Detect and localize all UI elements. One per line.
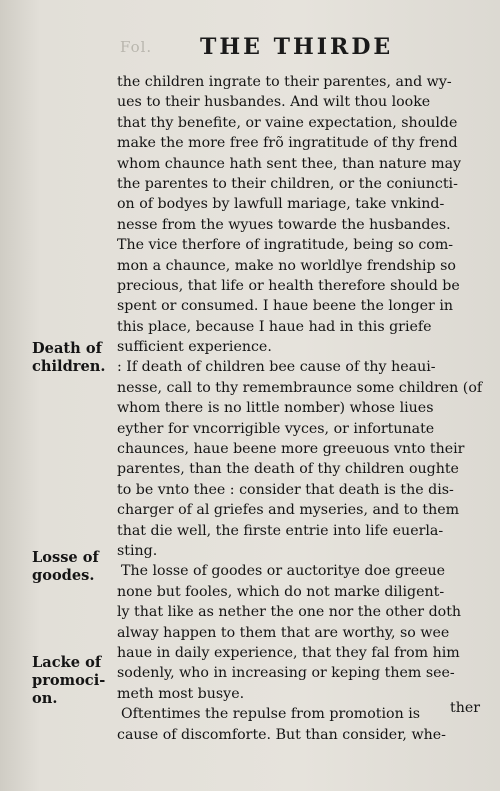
text-line: sting.: [117, 542, 158, 559]
text-line: nesse, call to thy remembraunce some children (of: [117, 379, 483, 396]
text-line: make the more free frõ ingratitude of thy frend: [117, 135, 458, 152]
side-note-line: children.: [32, 358, 106, 375]
text-line: Oftentimes the repulse from promotion is: [121, 706, 421, 723]
text-line: The vice therfore of ingratitude, being so com-: [117, 237, 454, 254]
text-line: haue in daily experience, that they fal from him: [117, 644, 460, 661]
text-line: : If death of children bee cause of thy heaui-: [117, 359, 436, 376]
text-line: on of bodyes by lawfull mariage, take vnkind-: [117, 196, 445, 213]
text-line: mon a chaunce, make no worldlye frendship so: [117, 257, 456, 274]
text-line: that die well, the firste entrie into life euerla-: [117, 522, 444, 539]
text-line: sufficient experience.: [117, 339, 272, 356]
text-line: none but fooles, which do not marke diligent-: [117, 583, 445, 600]
text-line: nesse from the wyues towarde the husbandes.: [117, 216, 451, 233]
side-note-line: on.: [32, 690, 58, 707]
text-line: meth most busye.: [117, 685, 245, 702]
text-line: ly that like as nether the one nor the other doth: [117, 604, 462, 621]
text-line: charger of al griefes and myseries, and to them: [117, 502, 460, 519]
side-note-line: Lacke of: [32, 654, 102, 671]
text-line: whom chaunce hath sent thee, than nature may: [117, 155, 462, 172]
text-line: cause of discomforte. But than consider, whe-: [117, 726, 446, 743]
side-note-death-of-children: [32, 340, 112, 376]
text-line: this place, because I haue had in this griefe: [117, 318, 432, 335]
text-line: precious, that life or health therefore should be: [117, 277, 460, 294]
text-line: the parentes to their children, or the coniuncti-: [117, 175, 458, 192]
side-note-line: promoci-: [32, 672, 106, 689]
catchword: ther: [450, 700, 481, 716]
text-line: parentes, than the death of thy children oughte: [117, 461, 459, 478]
text-line: alway happen to them that are worthy, so wee: [117, 624, 450, 641]
side-note-losse-of-goodes: [32, 549, 112, 585]
running-head: THE THIRDE: [200, 34, 394, 60]
side-note-line: goodes.: [32, 567, 95, 584]
text-line: the children ingrate to their parentes, and wy-: [117, 74, 452, 90]
text-line: ues to their husbandes. And wilt thou looke: [117, 94, 431, 111]
bleed-through-text: Fol.: [120, 38, 153, 56]
text-line: chaunces, haue beene more greeuous vnto their: [117, 441, 465, 458]
text-line: that thy benefite, or vaine expectation, shoulde: [117, 114, 458, 131]
body-text-column: [117, 72, 489, 745]
text-line: sodenly, who in increasing or keping them see-: [117, 665, 455, 682]
side-note-line: Death of: [32, 340, 102, 357]
text-line: whom there is no little nomber) whose liues: [117, 400, 434, 417]
text-line: eyther for vncorrigible vyces, or infortunate: [117, 420, 435, 437]
text-line: to be vnto thee : consider that death is the dis-: [117, 481, 454, 498]
text-line: spent or consumed. I haue beene the longer in: [117, 298, 454, 315]
text-line: The losse of goodes or auctoritye doe greeue: [121, 563, 446, 580]
side-note-lacke-of-promocion: [32, 654, 112, 708]
side-note-line: Losse of: [32, 549, 99, 566]
